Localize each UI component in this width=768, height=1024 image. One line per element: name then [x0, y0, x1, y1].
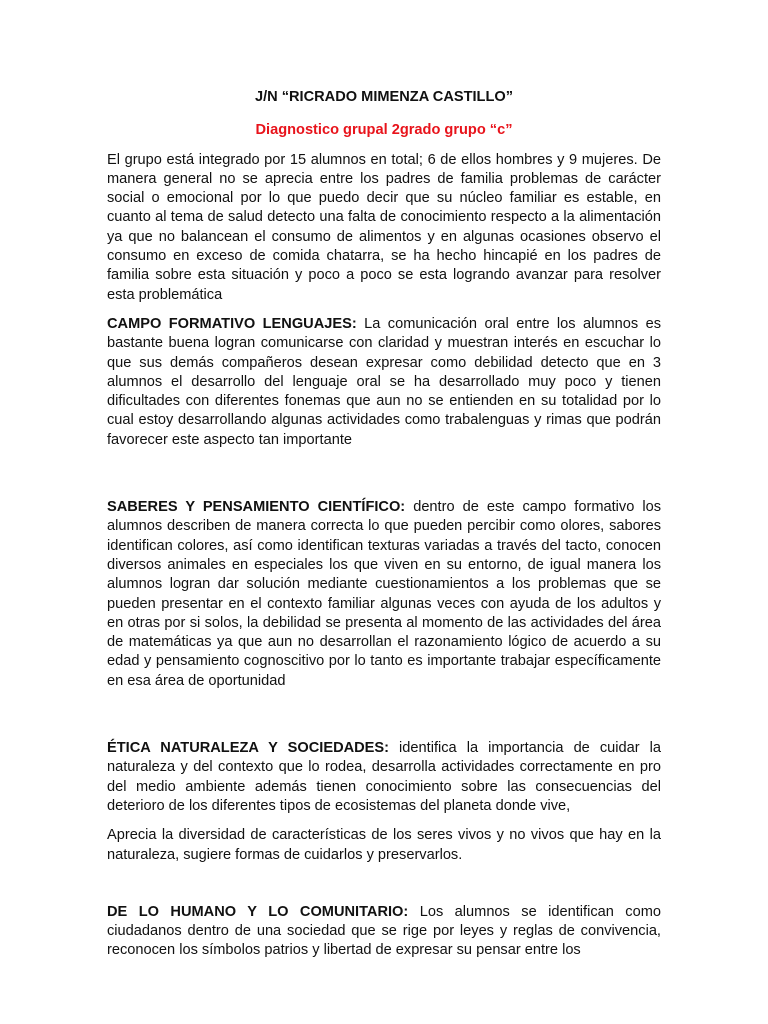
section-heading: SABERES Y PENSAMIENTO CIENTÍFICO: [107, 499, 406, 516]
document-subtitle: Diagnostico grupal 2grado grupo “c” [255, 122, 513, 139]
spacer [107, 701, 661, 739]
section-saberes [107, 498, 661, 691]
section-heading: DE LO HUMANO Y LO COMUNITARIO: [107, 903, 409, 920]
section-text: La comunicación oral entre los alumnos es bastante buena logran comunicarse con claridad y muestran interés en escuchar lo que sus demás compañeros desean expresar como debilidad detecto que en 3 alumnos el desarrollo del lenguaje oral se ha desarrollado muy poco y tienen dificultades con diferentes fonemas que aun no se entienden en su totalidad por lo cual estoy desarrollando algunas actividades como trabalenguas y rimas que podrán favorecer este aspecto tan importante [107, 315, 661, 448]
document-title: J/N “RICRADO MIMENZA CASTILLO” [254, 89, 514, 105]
section-etica [107, 739, 661, 816]
spacer [107, 460, 661, 498]
section-lenguajes [107, 315, 661, 450]
document-page [107, 88, 661, 971]
section-humano [107, 903, 661, 961]
spacer [107, 875, 661, 903]
section-etica-extra: Aprecia la diversidad de características de los seres vivos y no vivos que hay en la naturaleza, sugiere formas de cuidarlos y preservarlos. [107, 827, 661, 863]
section-text: identifica la importancia de cuidar la naturaleza y del contexto que lo rodea, desarrolla actividades correctamente en pro del medio ambiente además tienen conocimiento sobre las consecuencias del deterioro de los diferentes tipos de ecosistemas del planeta donde vive, [107, 740, 661, 814]
section-heading: ÉTICA NATURALEZA Y SOCIEDADES: [107, 740, 390, 757]
section-heading: CAMPO FORMATIVO LENGUAJES: [107, 315, 357, 332]
section-text: Los alumnos se identifican como ciudadanos dentro de una sociedad que se rige por leyes y reglas de convivencia, reconocen los símbolos patrios y libertad de expresar su pensar entre los [107, 903, 661, 959]
intro-paragraph: El grupo está integrado por 15 alumnos en total; 6 de ellos hombres y 9 mujeres. De manera general no se aprecia entre los padres de familia problemas de carácter social o emocional por lo que puedo decir que su núcleo familiar es estable, en cuanto al tema de salud detecto una falta de conocimiento respecto a la alimentación ya que no balancean el consumo de alimentos y en algunas ocasiones observo el consumo en exceso de comida chatarra, se ha hecho hincapié en los padres de familia sobre esta situación y poco a poco se esta logrando avanzar para resolver esta problemática [107, 151, 661, 303]
section-text: dentro de este campo formativo los alumnos describen de manera correcta lo que pueden percibir como olores, sabores identifican colores, así como identifican texturas variadas a través del tacto, conocen diversos animales en especiales los que viven en su entorno, de igual manera los alumnos logran dar solución mediante cuestionamientos a los problemas que se pueden presentar en el contexto familiar algunas veces con ayuda de los adultos y en otras por si solos, la debilidad se presenta al momento de las actividades del área de matemáticas ya que aun no desarrollan el razonamiento lógico de acuerdo a su edad y pensamiento cognoscitivo por lo tanto es importante trabajar específicamente en esa área de oportunidad [107, 499, 662, 689]
